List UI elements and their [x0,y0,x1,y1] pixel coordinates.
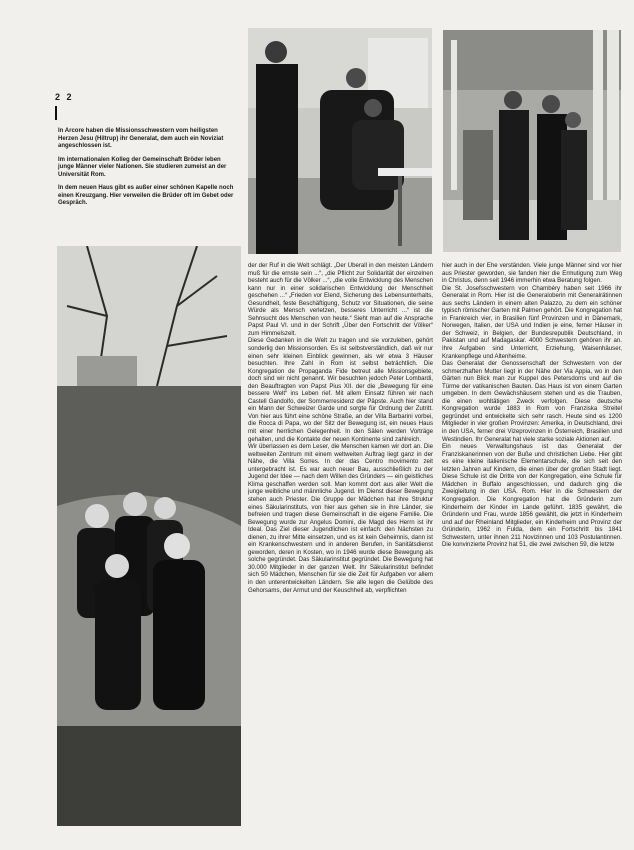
section-rule [55,106,57,120]
column-middle-paragraph-1: der der Ruf in die Welt schlägt. „Der Überall in den meisten Ländern muß für die ernste sein ...“, „die Pflicht zur Solidarität der einzelnen besteht auch für die Völker ...“, „die volle Entwicklung des Menschen kann nur in einer solidarischen Entwicklung der Menschheit geschehen ...“ „Frieden vor Elend, Sicherung des Lebensunterhalts, Gesundheit, feste Beschäftigung, Schutz vor Situationen, die seine Würde als Mensch verletzen, besseres Unterricht ...“ ist die Sehnsucht des Menschen von heute.“ Sieht man auf die Ansprache Papst Paul VI. und in der Schrift „Über den Fortschritt der Völker“ zum Himmelszelt. [248,262,433,337]
caption-3: In dem neuen Haus gibt es außer einer schönen Kapelle noch einen Kreuzgang. Hier verweilen die Brüder oft im Gebet oder Gespräch. [58,185,234,206]
caption-2: Im internationalen Kolleg der Gemeinschaft Bröder leben junge Männer vieler Nationen. Sie studieren zumeist an der Universität Rom. [58,156,227,178]
column-right-paragraph-4: Ein neues Verwaltungshaus ist das Generalat der Franziskanerinnen von der Buße und christlichen Liebe. Hier gibt es eine kleine italienische Elementarschule, die sich seit den letzten Jahren auf Kindern, die einen über der großen Stadt liegt. Diese Schule ist die Dritte von der Kongregation, eine Schule für Mädchen in Buffalo angeschlossen, und dadurch ging die Zweigleitung in den USA. Rom. Hier in die Schwestern der Kongregation. Die Kongregation hat die Gründerin zum Kinderheim der Kinder im Lande geführt. 1835 gewährt, die Gründerin und Frau, wurde 1856 gewählt, die jetzt in Kinderheim und auf der Rheinland Mitglieder, ein Kinderheim und Provinz der Gründerin, 1962 in Fulda, dem ein Fortschritt bis 1841 Schwestern, unter ihnen 211 Novizinnen und 103 Postulantinnen. Die konvinzierte Provinz hat 51, die zwei zwischen 59, die letzte [442,443,622,549]
page-marker: 2 2 [55,92,74,102]
text-column-middle [248,262,433,830]
photo-sisters-path [57,246,241,826]
column-right-paragraph-1: hier auch in der Ehe verständen. Viele junge Männer sind vor hier aus Priester geworden, sie fanden hier die Ermutigung zum Weg in Christus, denn seit 1946 immerhin etwa Beratung folgen. [442,262,622,285]
caption-1: In Arcore haben die Missionsschwestern vom heiligsten Herzen Jesu (Hiltrup) ihr Generalat, dem auch ein Noviziat angeschlossen ist. [58,128,224,149]
column-middle-paragraph-3: Wir überlassen es dem Leser, die Menschen kamen wir dort an. Die weltweiten Zentrum mit einem weltweiten Auftrag liegt ganz in der Nähe, die Villa Sorres. In der das Centro movimento zeit untergebracht ist. Es war auch neuer Bau, ausschließlich zu der Jugend der Idee — nach dem Willen des Gründers — ein geistliches Klima geschaffen werden soll. Man kommt dort aus aller Welt die junge weibliche und männliche Jugend. Im Dienst dieser Bewegung stehen auch Priester. Die Gruppe der Mädchen hat ihre Struktur eines Säkularinstituts, von hier aus gehen sie in ihre Länder, sie befreien und tragen diese Gemeinschaft in die eigene Familie. Die Bewegung wurde zur Angelus Domini, die Magd des Herrn ist ihr Ideal. Das Ziel dieser Jugendlichen ist einfach: den Nächsten zu dienen, zu ihrer Mitte einsetzen, und es ist kein Geheimnis, dann ist ein Krankenschwestern und in anderen Berufen, in Sanitätsdienst geworden, deren in Kosten, wo in 1946 wurde diese Bewegung als solche gegründet. Das Säkularinstitut gegründet. Die Bewegung hat 30.000 Mitglieder in der ganzen Welt. Ihr Säkularinstitut befindet sich 50 Mädchen, Menschen für sie die Zeit für Aufgaben vor allem in den unterentwickelten Ländern. Sie alle legen die Gelübde des Gehorsams, der Armut und der Keuschheit ab, verpflichten [248,443,433,594]
column-right-paragraph-3: Das Generalat der Genossenschaft der Schwestern von der schmerzhaften Mutter liegt in der Nähe der Via Appia, wo in den Gärten nun Blick man zur Kuppel des Petersdoms und auf die Türme der vatikanischen Bauten. Das Haus ist von einem Garten umgeben. In dem Gewächshäusern stehen und es die Trauben, die einen wohltätigen Zweck verfolgen. Diese deutsche Kongregation wurde 1883 in Rom von Franziska Streitel gegründet und entwickelte sich sehr rasch. Heute sind es 1200 Mitglieder in vier großen Provinzen: Amerika, in Deutschland, drei in den USA, ferner drei Vizeprovinzen in Österreich, Brasilien und Westindien. Ihr Generalat hat viele starke soziale Aktionen auf. [442,360,622,443]
column-right-paragraph-2: Die St. Josefsschwestern von Chambéry haben seit 1966 ihr Generalat in Rom. Hier ist die Generaloberin mit Generalrätinnen aus sechs Ländern in einem alten Palazzo, zu dem ein schöner typisch römischer Garten mit Palmen gehört. Die Kongregation hat in Frankreich vier, in Brasilien fünf Provinzen und in Dänemark, Norwegen, Italien, der USA und Indien je eine, ferner Häuser in der Schweiz, in Belgien, der Bundesrepublik Deutschland, in Pakistan und auf Madagaskar. 4000 Schwestern gehören ihr an. Ihre Aufgaben sind Unterricht, Erziehung, Waisenhäuser, Krankenpflege und Altenheime. [442,284,622,360]
photo-captions [58,128,238,214]
text-column-right [442,262,622,830]
photo-priests-room [248,28,432,254]
photo-cloister [443,30,621,252]
column-middle-paragraph-2: Diese Gedanken in die Welt zu tragen und sie vorzuleben, gehört sonderlig den Missionsorden. Es ist selbstverständlich, daß wir nur einen sehr kleinen Einblick gewinnen, als wir etwa 3 Häuser besuchten. Ihre Zahl in Rom ist selbst beträchtlich. Die Kongregation de Propaganda Fide betreut alle Missionsgebiete, doch sind wir nicht genannt. Wir besuchten jedoch Peter Lombardi, den Beauftragten von Papst Pius XII. der die „Bewegung für eine bessere Welt“ ins Leben rief. Mit allem Einsatz führen wir nach Castell Gandolfo, der Sommerresidenz der Päpste. Auch hier stand ein Mann der Schweizer Garde und sorgte für Ordnung der Zutritt. Von hier aus führt eine schöne Straße, an der Villa Barbarini vorbei, die Rocca di Papa, wo der Sitz der Bewegung ist, ein neues Haus mit einer herrlichen Gelegenheit. In den Sälen werden Vorträge gehalten, und die Kontakte der neuen Kontinente sind zahlreich. [248,337,433,443]
